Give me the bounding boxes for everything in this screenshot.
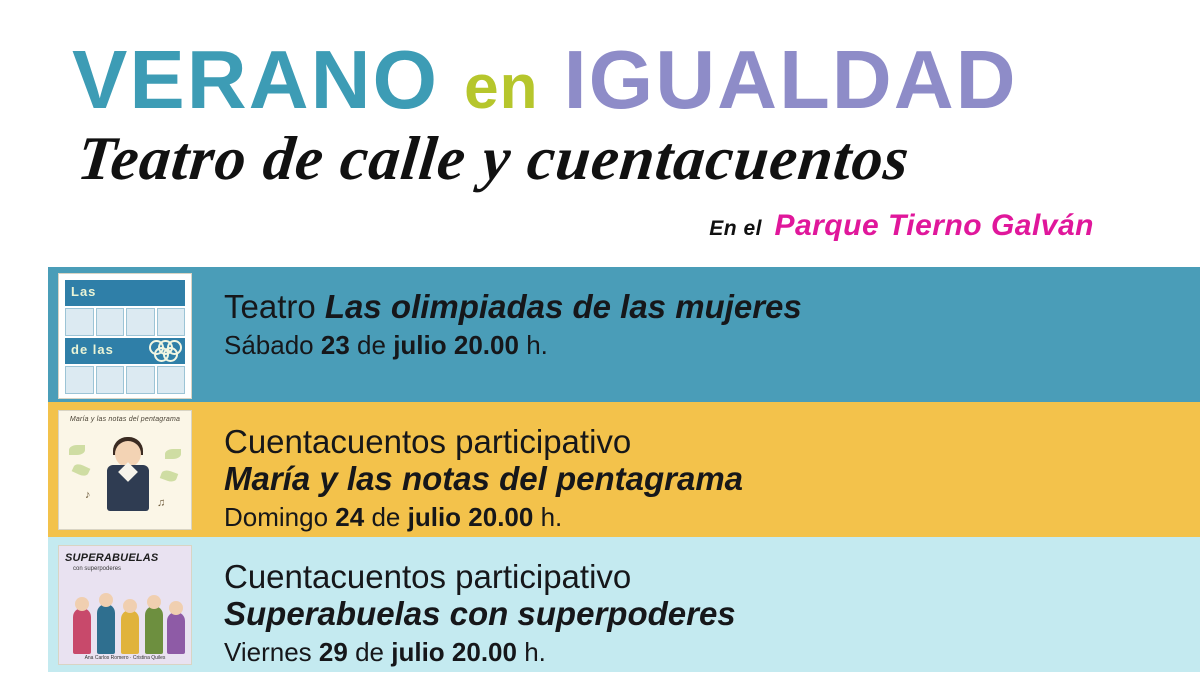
event-day: Viernes xyxy=(224,636,312,667)
figure xyxy=(97,604,115,654)
leaf-icon xyxy=(165,449,181,459)
leaf-icon xyxy=(160,469,178,484)
cover-line-2: con superpoderes xyxy=(73,566,122,572)
event-date-number: 23 xyxy=(320,329,350,360)
olympic-rings-icon xyxy=(149,340,183,362)
cover-line-3: de las xyxy=(71,342,114,357)
event-month: julio xyxy=(393,329,447,360)
cover-cell xyxy=(65,366,94,394)
cover-grid-top xyxy=(65,308,185,336)
cover-maria xyxy=(58,410,192,530)
program-row xyxy=(48,537,1200,672)
cover-credit: Ana Carlos Romero · Cristina Quiles xyxy=(84,655,166,661)
cover-line-1: María y las notas del pentagrama xyxy=(69,416,181,423)
event-month: julio xyxy=(407,501,462,532)
figure xyxy=(145,606,163,654)
venue-name: Parque Tierno Galván xyxy=(774,209,1094,243)
cover-cell xyxy=(96,308,125,336)
title-word-igualdad: IGUALDAD xyxy=(563,33,1018,126)
event-date-number: 29 xyxy=(318,636,348,667)
cover-olimpiadas xyxy=(58,273,192,399)
event-details xyxy=(200,267,802,361)
venue-line xyxy=(72,209,1140,243)
cover-superabuelas xyxy=(58,545,192,665)
event-heading xyxy=(224,424,743,461)
event-thumbnail xyxy=(48,402,200,537)
cover-band-top xyxy=(65,280,185,306)
event-de: de xyxy=(355,636,384,667)
event-date xyxy=(224,637,736,668)
event-heading xyxy=(224,559,736,596)
title-word-verano: VERANO xyxy=(72,33,440,126)
leaf-icon xyxy=(69,445,85,455)
event-month: julio xyxy=(391,636,445,667)
program-row xyxy=(48,402,1200,537)
cover-cell xyxy=(157,366,186,394)
event-time-unit: h. xyxy=(524,636,546,667)
event-de: de xyxy=(371,501,401,532)
figure xyxy=(121,610,139,654)
event-title: María y las notas del pentagrama xyxy=(224,459,744,497)
event-date xyxy=(224,330,802,361)
event-title: Superabuelas con superpoderes xyxy=(224,594,736,632)
cover-line-1: Las xyxy=(71,284,97,299)
venue-prefix: En el xyxy=(709,217,762,241)
cover-cell xyxy=(65,308,94,336)
event-details xyxy=(200,537,736,668)
poster-title xyxy=(72,33,1140,126)
event-kind: Cuentacuentos participativo xyxy=(224,423,632,460)
event-de: de xyxy=(357,329,386,360)
poster-header xyxy=(0,0,1200,243)
event-time-unit: h. xyxy=(526,329,548,360)
cover-cell xyxy=(126,366,155,394)
event-kind: Cuentacuentos participativo xyxy=(224,558,632,595)
poster-subtitle: Teatro de calle y cuentacuentos xyxy=(74,125,913,194)
event-time: 20.00 xyxy=(453,329,519,360)
title-word-en: en xyxy=(464,53,539,122)
music-note-icon: ♪ xyxy=(85,489,91,501)
event-date-number: 24 xyxy=(335,501,365,532)
event-thumbnail xyxy=(48,537,200,672)
cover-line-1: SUPERABUELAS xyxy=(65,552,159,564)
event-title: Las olimpiadas de las mujeres xyxy=(324,288,802,325)
event-time-unit: h. xyxy=(540,501,563,532)
cover-cell xyxy=(96,366,125,394)
music-note-icon: ♫ xyxy=(157,497,166,509)
figure xyxy=(73,608,91,654)
event-date xyxy=(224,502,743,533)
program-list xyxy=(48,267,1200,675)
event-kind: Teatro xyxy=(224,288,316,325)
cover-cell xyxy=(126,308,155,336)
program-row xyxy=(48,267,1200,402)
event-day: Domingo xyxy=(224,501,329,532)
cover-grid-bottom xyxy=(65,366,185,394)
event-details xyxy=(200,402,743,533)
event-time: 20.00 xyxy=(451,636,517,667)
cover-cell xyxy=(157,308,186,336)
event-time: 20.00 xyxy=(468,501,534,532)
figure xyxy=(167,612,185,654)
leaf-icon xyxy=(72,462,91,478)
event-heading xyxy=(224,289,802,326)
event-thumbnail xyxy=(48,267,200,402)
event-day: Sábado xyxy=(224,329,314,360)
